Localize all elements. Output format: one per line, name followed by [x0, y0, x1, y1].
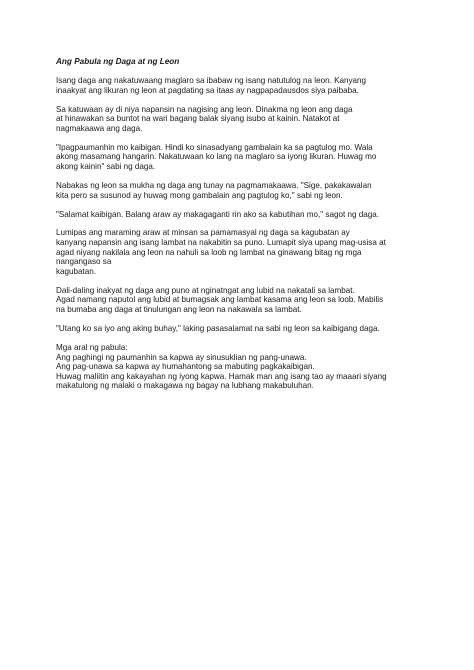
text-line: kagubatan.	[56, 266, 97, 276]
text-line: at hinawakan sa buntot na wari bagang balak siyang isubo at kainin. Natakot at	[56, 114, 340, 124]
moral-item: Ang paghingi ng paumanhin sa kapwa ay sinusuklian ng pang-unawa.	[56, 352, 307, 362]
moral-item: Ang pag-unawa sa kapwa ay humahantong sa mabuting pagkakaibigan.	[56, 362, 315, 372]
text-line: "Utang ko sa iyo ang aking buhay," laking pasasalamat na sabi ng leon sa kaibigang daga.	[56, 324, 380, 334]
text-line: inaakyat ang likuran ng leon at pagdating sa itaas ay nagpapadausdos siya paibaba.	[56, 85, 359, 95]
paragraph-lion-wakes	[56, 105, 422, 134]
text-line: kanyang napansin ang isang lambat na nakabitin sa puno. Lumapit siya upang mag-usisa at	[56, 238, 386, 248]
text-line: "Salamat kaibigan. Balang araw ay makagaganti rin ako sa kabutihan mo," sagot ng daga.	[56, 209, 379, 219]
paragraph-morals	[56, 343, 422, 391]
text-line: Nabakas ng leon sa mukha ng daga ang tunay na pagmamakaawa. "Sige, pakakawalan	[56, 180, 372, 190]
paragraph-lion-grateful	[56, 324, 422, 334]
text-line: Dali-daling inakyat ng daga ang puno at nginatngat ang lubid na nakatali sa lambat.	[56, 285, 355, 295]
text-line: Lumipas ang maraming araw at minsan sa pamamasyal ng daga sa kagubatan ay	[56, 228, 350, 238]
document-title: Ang Pabula ng Daga at ng Leon	[56, 57, 180, 66]
paragraph-mouse-thanks	[56, 210, 422, 220]
text-line: nangangaso sa	[56, 257, 112, 267]
paragraph-mouse-rescues	[56, 286, 422, 315]
text-line: kita pero sa susunod ay huwag mong gambalain ang pagtulog ko," sabi ng leon.	[56, 190, 343, 200]
text-line: "Ipagpaumanhin mo kaibigan. Hindi ko sinasadyang gambalain ka sa pagtulog mo. Wala	[56, 142, 373, 152]
text-line: akong masamang hangarin. Nakatuwaan ko lang na maglaro sa iyong likuran. Huwag mo	[56, 152, 377, 162]
text-line: agad niyang nakilala ang leon na nahuli sa loob ng lambat na ginawang bitag ng mga	[56, 247, 362, 257]
text-line: Isang daga ang nakatuwaang maglaro sa ibabaw ng isang natutulog na leon. Kanyang	[56, 76, 367, 85]
morals-heading: Mga aral ng pabula:	[56, 343, 128, 352]
paragraph-mouse-pleads	[56, 143, 422, 172]
paragraph-lion-releases	[56, 181, 422, 200]
text-line: na bumaba ang daga at tinulungan ang leon na nakawala sa lambat.	[56, 305, 302, 315]
paragraph-intro	[56, 76, 422, 95]
document-body	[56, 57, 422, 400]
moral-item: makatulong ng malaki o makagawa ng bagay na lubhang makabuluhan.	[56, 381, 314, 391]
text-line: Agad namang naputol ang lubid at bumagsak ang lambat kasama ang leon sa loob. Mabilis	[56, 295, 384, 305]
text-line: nagmakaawa ang daga.	[56, 123, 143, 133]
paragraph-lion-trapped	[56, 228, 422, 276]
text-line: Sa katuwaan ay di niya napansin na nagising ang leon. Dinakma ng leon ang daga	[56, 104, 353, 114]
text-line: akong kainin" sabi ng daga.	[56, 161, 156, 171]
moral-item: Huwag maliitin ang kakayahan ng iyong kapwa. Hamak man ang isang tao ay maaari siyang	[56, 371, 387, 381]
